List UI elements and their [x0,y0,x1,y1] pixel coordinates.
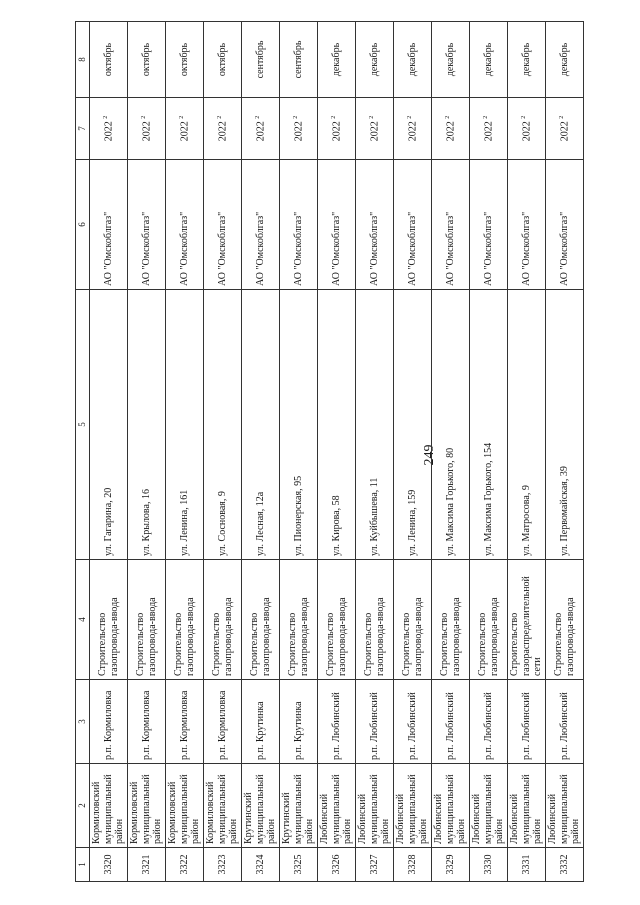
cell-num: 3326 [318,848,356,882]
table-row [128,22,166,882]
cell-year-value: 2022 [558,121,570,142]
cell-org: АО "Омскоблгаз" [90,160,128,290]
header-row [76,22,90,882]
cell-month: октябрь [90,22,128,98]
column-header: 4 [76,560,90,680]
table-row [356,22,394,882]
cell-org: АО "Омскоблгаз" [508,160,546,290]
cell-year [356,98,394,160]
table-row [318,22,356,882]
cell-locality: р.п. Кормиловка [128,680,166,764]
cell-work: Строительство газопровода-ввода [470,560,508,680]
cell-district: Кормиловский муниципальный район [166,764,204,848]
cell-locality: р.п. Кормиловка [204,680,242,764]
column-header: 1 [76,848,90,882]
cell-year-value: 2022 [140,121,152,142]
cell-district: Кормиловский муниципальный район [204,764,242,848]
cell-year [128,98,166,160]
cell-district: Любинский муниципальный район [356,764,394,848]
footnote-mark: 2 [140,115,147,119]
cell-month: декабрь [470,22,508,98]
cell-work: Строительство газопровода-ввода [546,560,584,680]
cell-work: Строительство газопровода-ввода [128,560,166,680]
cell-address: ул. Максима Горького, 80 [432,290,470,560]
cell-year-value: 2022 [254,121,266,142]
footnote-mark: 2 [330,115,337,119]
cell-month: сентябрь [280,22,318,98]
table-body [90,22,584,882]
cell-locality: р.п. Любинский [394,680,432,764]
cell-org: АО "Омскоблгаз" [204,160,242,290]
cell-month: декабрь [508,22,546,98]
cell-district: Любинский муниципальный район [318,764,356,848]
cell-num: 3330 [470,848,508,882]
cell-year [432,98,470,160]
cell-address: ул. Лесная, 12а [242,290,280,560]
cell-work: Строительство газораспределительной сети [508,560,546,680]
cell-district: Кормиловский муниципальный район [90,764,128,848]
table-row [166,22,204,882]
cell-locality: р.п. Любинский [546,680,584,764]
column-header: 3 [76,680,90,764]
footnote-mark: 2 [444,115,451,119]
footnote-mark: 2 [520,115,527,119]
cell-num: 3329 [432,848,470,882]
cell-work: Строительство газопровода-ввода [242,560,280,680]
cell-address: ул. Ленина, 161 [166,290,204,560]
cell-month: декабрь [318,22,356,98]
cell-year-value: 2022 [102,121,114,142]
cell-year-value: 2022 [216,121,228,142]
cell-year [508,98,546,160]
cell-year-value: 2022 [406,121,418,142]
cell-num: 3328 [394,848,432,882]
cell-work: Строительство газопровода-ввода [318,560,356,680]
cell-org: АО "Омскоблгаз" [166,160,204,290]
cell-org: АО "Омскоблгаз" [128,160,166,290]
table-row [90,22,128,882]
cell-address: ул. Крылова, 16 [128,290,166,560]
cell-org: АО "Омскоблгаз" [470,160,508,290]
cell-year-value: 2022 [178,121,190,142]
cell-num: 3324 [242,848,280,882]
cell-district: Любинский муниципальный район [432,764,470,848]
cell-year [280,98,318,160]
table-row [546,22,584,882]
cell-num: 3321 [128,848,166,882]
cell-work: Строительство газопровода-ввода [204,560,242,680]
cell-address: ул. Пионерская, 95 [280,290,318,560]
footnote-mark: 2 [482,115,489,119]
cell-org: АО "Омскоблгаз" [356,160,394,290]
table-row [432,22,470,882]
footnote-mark: 2 [254,115,261,119]
cell-work: Строительство газопровода-ввода [394,560,432,680]
cell-year [90,98,128,160]
cell-address: ул. Гагарина, 20 [90,290,128,560]
cell-num: 3322 [166,848,204,882]
table-row [508,22,546,882]
cell-district: Любинский муниципальный район [394,764,432,848]
cell-year [394,98,432,160]
cell-address: ул. Первомайская, 39 [546,290,584,560]
cell-address: ул. Сосновая, 9 [204,290,242,560]
cell-year-value: 2022 [292,121,304,142]
cell-year [470,98,508,160]
cell-num: 3325 [280,848,318,882]
cell-work: Строительство газопровода-ввода [356,560,394,680]
cell-org: АО "Омскоблгаз" [318,160,356,290]
cell-month: декабрь [432,22,470,98]
gas-pipeline-table [75,21,584,882]
cell-num: 3331 [508,848,546,882]
footnote-mark: 2 [216,115,223,119]
cell-num: 3323 [204,848,242,882]
column-header: 2 [76,764,90,848]
footnote-mark: 2 [178,115,185,119]
cell-work: Строительство газопровода-ввода [432,560,470,680]
cell-month: сентябрь [242,22,280,98]
column-header: 7 [76,98,90,160]
rotated-table-container [75,22,595,882]
cell-year [318,98,356,160]
cell-year-value: 2022 [482,121,494,142]
table-row [470,22,508,882]
cell-org: АО "Омскоблгаз" [242,160,280,290]
footnote-mark: 2 [102,115,109,119]
cell-year-value: 2022 [368,121,380,142]
cell-address: ул. Куйбышева, 11 [356,290,394,560]
table-row [394,22,432,882]
cell-address: ул. Ленина, 159 [394,290,432,560]
cell-locality: р.п. Любинский [356,680,394,764]
cell-month: октябрь [166,22,204,98]
cell-month: октябрь [128,22,166,98]
cell-org: АО "Омскоблгаз" [432,160,470,290]
cell-month: декабрь [546,22,584,98]
cell-district: Крутинский муниципальный район [242,764,280,848]
table-row [280,22,318,882]
cell-month: декабрь [394,22,432,98]
cell-num: 3327 [356,848,394,882]
cell-year [204,98,242,160]
cell-year-value: 2022 [330,121,342,142]
cell-district: Крутинский муниципальный район [280,764,318,848]
cell-year-value: 2022 [520,121,532,142]
page-number: 249 [422,444,437,466]
footnote-mark: 2 [292,115,299,119]
cell-district: Любинский муниципальный район [508,764,546,848]
cell-org: АО "Омскоблгаз" [546,160,584,290]
cell-month: октябрь [204,22,242,98]
cell-locality: р.п. Крутинка [242,680,280,764]
cell-locality: р.п. Любинский [470,680,508,764]
cell-org: АО "Омскоблгаз" [394,160,432,290]
column-header: 8 [76,22,90,98]
cell-district: Любинский муниципальный район [546,764,584,848]
footnote-mark: 2 [406,115,413,119]
table-row [204,22,242,882]
cell-work: Строительство газопровода-ввода [280,560,318,680]
cell-address: ул. Максима Горького, 154 [470,290,508,560]
footnote-mark: 2 [368,115,375,119]
footnote-mark: 2 [558,115,565,119]
cell-district: Любинский муниципальный район [470,764,508,848]
cell-locality: р.п. Кормиловка [90,680,128,764]
column-header: 5 [76,290,90,560]
table-row [242,22,280,882]
cell-locality: р.п. Крутинка [280,680,318,764]
cell-month: декабрь [356,22,394,98]
cell-year-value: 2022 [444,121,456,142]
cell-address: ул. Матросова, 9 [508,290,546,560]
cell-locality: р.п. Любинский [318,680,356,764]
column-header: 6 [76,160,90,290]
cell-locality: р.п. Кормиловка [166,680,204,764]
cell-work: Строительство газопровода-ввода [166,560,204,680]
cell-locality: р.п. Любинский [432,680,470,764]
cell-district: Кормиловский муниципальный район [128,764,166,848]
cell-locality: р.п. Любинский [508,680,546,764]
cell-year [242,98,280,160]
cell-num: 3332 [546,848,584,882]
cell-org: АО "Омскоблгаз" [280,160,318,290]
cell-year [166,98,204,160]
cell-address: ул. Кирова, 58 [318,290,356,560]
cell-year [546,98,584,160]
cell-work: Строительство газопровода-ввода [90,560,128,680]
cell-num: 3320 [90,848,128,882]
